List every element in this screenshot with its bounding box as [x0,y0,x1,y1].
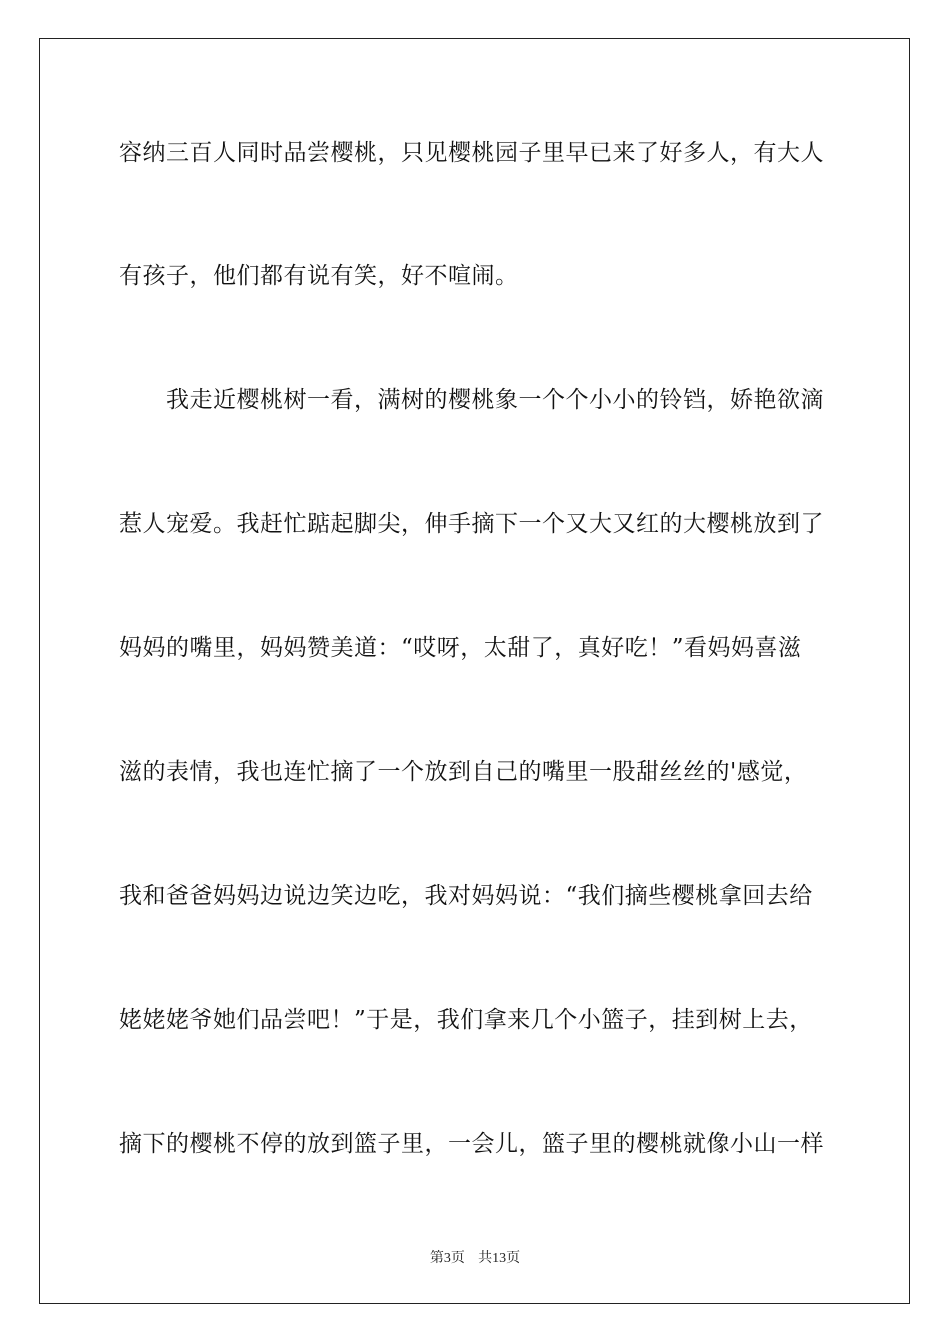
total-suffix: 页 [506,1250,521,1266]
text-line: 滋的表情，我也连忙摘了一个放到自己的嘴里一股甜丝丝的'感觉， [119,759,808,785]
page-total: 13 [492,1251,507,1266]
page-border [39,38,910,1304]
text-line: 妈妈的嘴里，妈妈赞美道：“哎呀，太甜了，真好吃！”看妈妈喜滋 [119,635,802,661]
text-line: 容纳三百人同时品尝樱桃，只见樱桃园子里早已来了好多人，有大人 [119,140,824,166]
text-line: 我和爸爸妈妈边说边笑边吃，我对妈妈说：“我们摘些樱桃拿回去给 [119,883,813,909]
page-current: 3 [443,1251,451,1266]
total-prefix: 共 [478,1250,493,1266]
page-suffix: 页 [450,1250,465,1266]
page-footer [0,1247,950,1267]
text-line: 姥姥姥爷她们品尝吧！”于是，我们拿来几个小篮子，挂到树上去， [119,1007,813,1033]
text-line: 惹人宠爱。我赶忙踮起脚尖，伸手摘下一个又大又红的大樱桃放到了 [119,511,824,537]
text-line: 有孩子，他们都有说有笑，好不喧闹。 [119,263,519,289]
text-line: 我走近樱桃树一看，满树的樱桃象一个个小小的铃铛，娇艳欲滴 [119,387,824,413]
text-line: 摘下的樱桃不停的放到篮子里，一会儿，篮子里的樱桃就像小山一样 [119,1131,824,1157]
page-prefix: 第 [429,1250,444,1266]
